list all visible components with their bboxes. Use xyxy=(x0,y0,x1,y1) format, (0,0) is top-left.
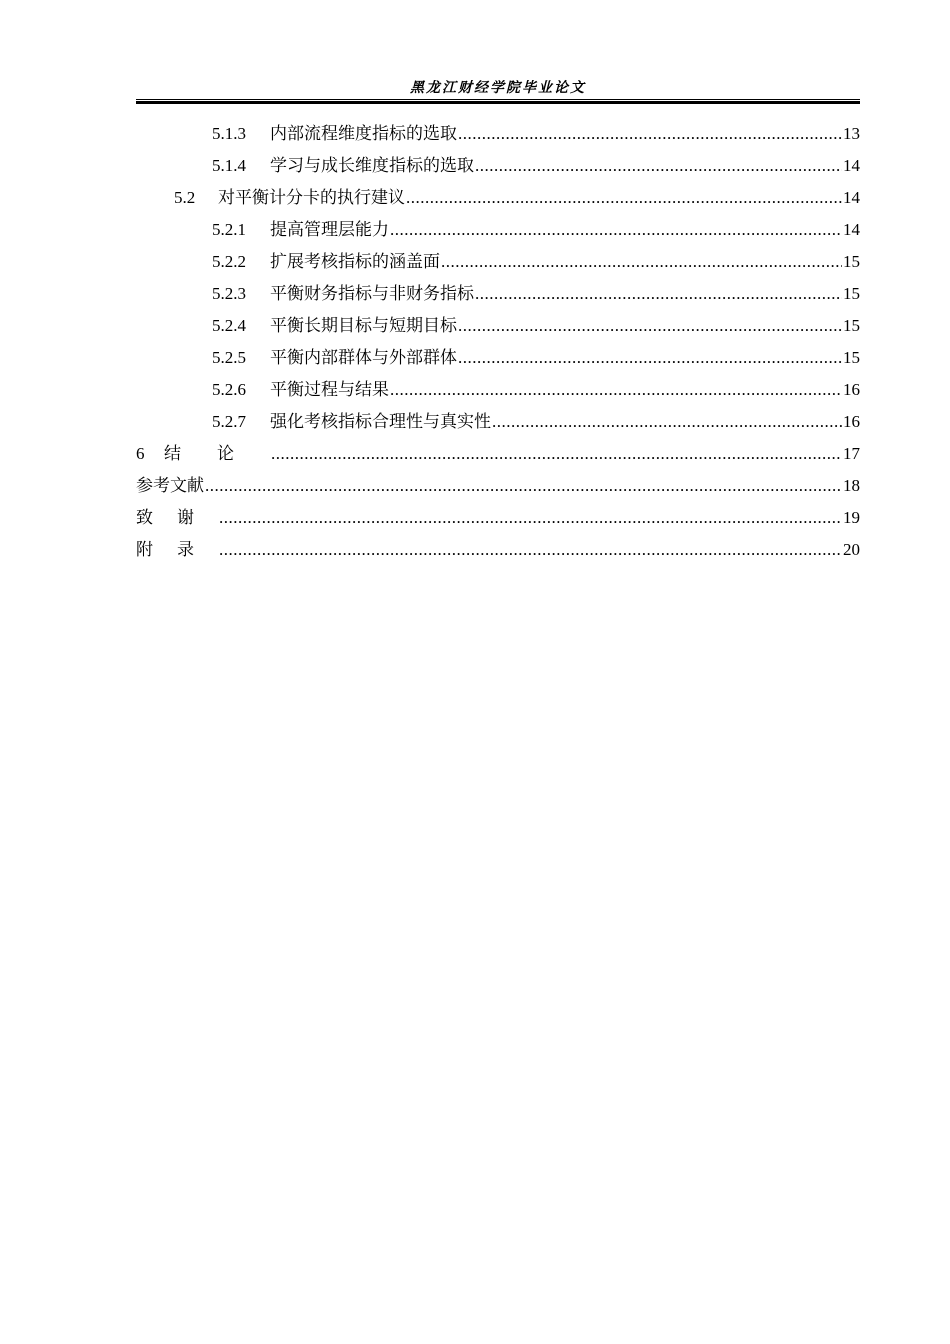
toc-entry[interactable] xyxy=(136,502,860,534)
toc-number: 5.2.4 xyxy=(212,316,246,335)
toc-number: 5.2.1 xyxy=(212,220,246,239)
toc-page-number: 14 xyxy=(843,156,860,175)
toc-entry[interactable] xyxy=(136,278,860,310)
toc-number: 5.2.7 xyxy=(212,412,246,431)
header-rule-thin xyxy=(136,99,860,100)
page-header-title: 黑龙江财经学院毕业论文 xyxy=(410,80,586,96)
header-rule-thick xyxy=(136,101,860,104)
toc-entry[interactable] xyxy=(136,374,860,406)
toc-page-number: 16 xyxy=(843,380,860,399)
toc-title: 致谢 xyxy=(136,508,218,527)
toc-page-number: 15 xyxy=(843,252,860,271)
toc-leader-dots xyxy=(475,150,842,182)
toc-title: 附录 xyxy=(136,540,218,559)
toc-leader-dots xyxy=(205,470,842,502)
toc-entry[interactable] xyxy=(136,310,860,342)
toc-entry[interactable] xyxy=(136,150,860,182)
toc-title: 平衡内部群体与外部群体 xyxy=(270,348,457,367)
toc-number: 5.1.3 xyxy=(212,124,246,143)
toc-title: 内部流程维度指标的选取 xyxy=(270,124,457,143)
toc-entry[interactable] xyxy=(136,438,860,470)
toc-title: 平衡长期目标与短期目标 xyxy=(270,316,457,335)
toc-number: 5.1.4 xyxy=(212,156,246,175)
toc-title: 扩展考核指标的涵盖面 xyxy=(270,252,440,271)
toc-page-number: 18 xyxy=(843,476,860,495)
toc-title: 参考文献 xyxy=(136,476,204,495)
toc-number: 5.2.5 xyxy=(212,348,246,367)
toc-page-number: 17 xyxy=(843,444,860,463)
toc-leader-dots xyxy=(475,278,842,310)
toc-entry[interactable] xyxy=(136,182,860,214)
toc-page-number: 13 xyxy=(843,124,860,143)
toc-leader-dots xyxy=(390,214,842,246)
toc-page-number: 14 xyxy=(843,220,860,239)
toc-number: 5.2.6 xyxy=(212,380,246,399)
toc-number: 5.2.2 xyxy=(212,252,246,271)
toc-title: 结论 xyxy=(164,444,270,463)
toc-leader-dots xyxy=(492,406,842,438)
toc-leader-dots xyxy=(458,118,842,150)
toc-page-number: 15 xyxy=(843,284,860,303)
table-of-contents xyxy=(136,118,860,566)
toc-title: 对平衡计分卡的执行建议 xyxy=(218,188,405,207)
toc-leader-dots xyxy=(219,534,842,566)
toc-title: 平衡财务指标与非财务指标 xyxy=(270,284,474,303)
toc-entry[interactable] xyxy=(136,214,860,246)
toc-entry[interactable] xyxy=(136,406,860,438)
toc-leader-dots xyxy=(441,246,842,278)
toc-title: 提高管理层能力 xyxy=(270,220,389,239)
toc-page-number: 19 xyxy=(843,508,860,527)
toc-entry[interactable] xyxy=(136,342,860,374)
toc-page-number: 16 xyxy=(843,412,860,431)
toc-leader-dots xyxy=(271,438,842,470)
toc-page-number: 20 xyxy=(843,540,860,559)
toc-page-number: 14 xyxy=(843,188,860,207)
toc-entry[interactable] xyxy=(136,534,860,566)
toc-leader-dots xyxy=(406,182,842,214)
toc-leader-dots xyxy=(219,502,842,534)
toc-number: 5.2.3 xyxy=(212,284,246,303)
toc-leader-dots xyxy=(390,374,842,406)
toc-title: 平衡过程与结果 xyxy=(270,380,389,399)
toc-number: 6 xyxy=(136,444,145,463)
toc-entry[interactable] xyxy=(136,246,860,278)
toc-page-number: 15 xyxy=(843,316,860,335)
toc-entry[interactable] xyxy=(136,470,860,502)
toc-title: 强化考核指标合理性与真实性 xyxy=(270,412,491,431)
toc-leader-dots xyxy=(458,342,842,374)
toc-leader-dots xyxy=(458,310,842,342)
toc-title: 学习与成长维度指标的选取 xyxy=(270,156,474,175)
toc-page-number: 15 xyxy=(843,348,860,367)
toc-number: 5.2 xyxy=(174,188,196,207)
toc-entry[interactable] xyxy=(136,118,860,150)
